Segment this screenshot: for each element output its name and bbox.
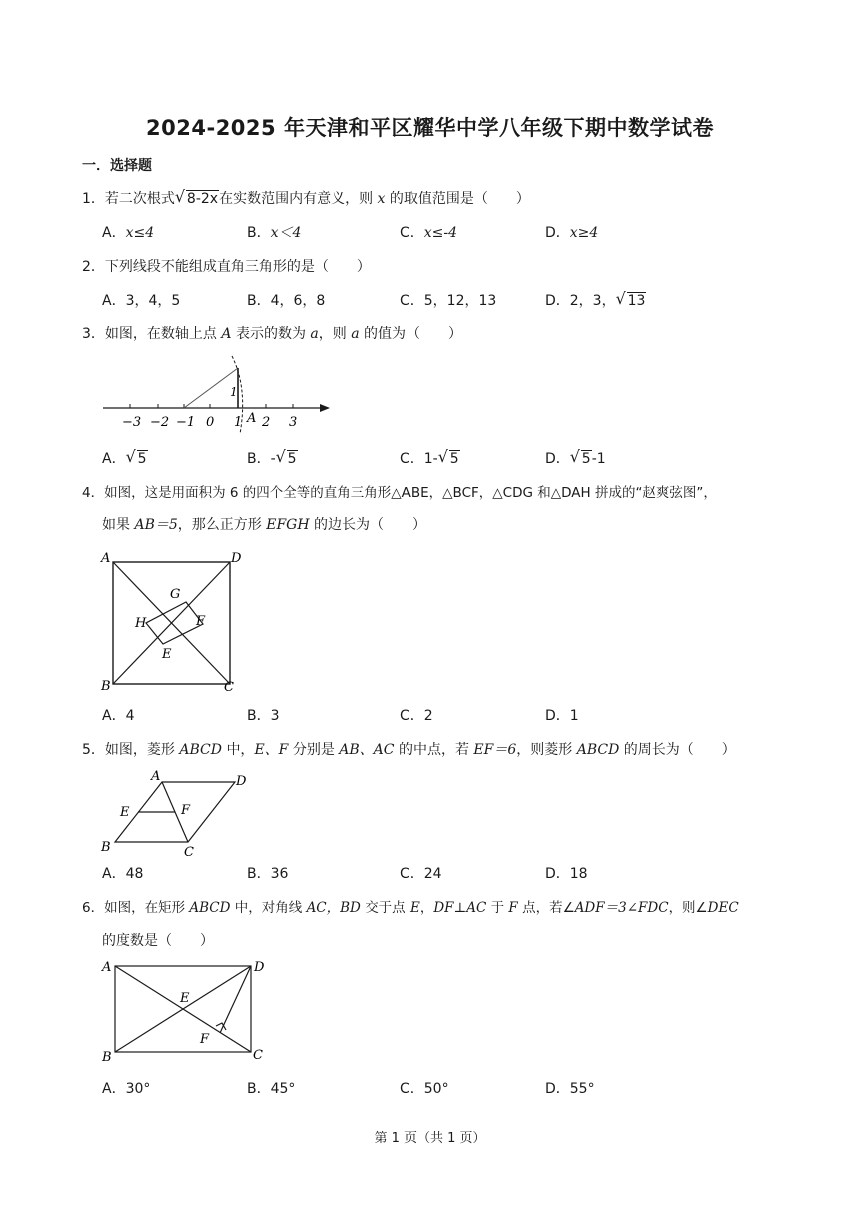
q1-option-d-label: D． [545,225,570,241]
q3-c-radicand: 5 [449,451,459,467]
q4-zhao-shuang-figure [98,548,248,696]
q2-option-b[interactable]: B．4，6，8 [247,293,326,309]
q3-option-b[interactable] [247,449,298,469]
tick-label: 1 [234,415,243,430]
q3-d-radicand: 5 [581,451,591,467]
tick-label: −3 [122,415,142,430]
q4-option-b[interactable]: B．3 [247,708,280,724]
q1-radical [175,189,219,209]
q6-option-d[interactable]: D．55° [545,1081,595,1097]
q1-option-d-value: x≥4 [569,225,599,241]
q1-suffix: 的取值范围是（ ） [389,191,530,207]
q3-a-radical [126,449,148,469]
q4-option-a[interactable]: A．4 [102,708,135,724]
label-a: A [151,769,161,784]
q6-point-f: F [508,900,518,916]
axis-arrow-icon [320,404,330,412]
q3-option-a-label: A． [102,451,126,467]
q3-d-suffix: -1 [591,451,606,467]
q6-text-c: 交于点 [365,900,406,916]
q2-d-radical [616,291,647,311]
q6-point-e: E [409,900,420,916]
q3-d-radical [570,449,592,469]
q2-option-c[interactable]: C．5，12，13 [400,293,497,309]
q2-d-radicand: 13 [627,293,646,309]
q3-option-b-label: B．- [247,451,276,467]
page-footer: 第 1 页（共 1 页） [374,1131,486,1146]
q6-option-b[interactable]: B．45° [247,1081,296,1097]
q2-option-a[interactable]: A．3，4，5 [102,293,181,309]
q6-option-c[interactable]: C．50° [400,1081,449,1097]
label-e: E [180,991,190,1006]
q5-option-a[interactable]: A．48 [102,866,144,882]
q6-text-b: 中，对角线 [234,900,303,916]
question-6-line-1 [82,898,739,918]
q6-shape: ABCD [189,900,231,916]
label-e: E [120,805,130,820]
question-6-line-2: 的度数是（ ） [102,933,214,949]
q6-angle: DEC [707,900,739,916]
label-b: B [101,840,111,855]
label-d: D [236,774,247,789]
q1-option-b-label: B． [247,225,271,241]
label-e: E [162,647,172,662]
q1-option-b-value: x＜4 [270,225,302,241]
label-c: C [224,680,234,695]
q5-text-b: 中， [226,742,255,758]
label-d: D [231,551,242,566]
q6-option-a[interactable]: A．30° [102,1081,151,1097]
tick-label: −1 [176,415,196,430]
q3-suffix: 的值为（ ） [364,326,463,342]
question-5 [82,740,736,760]
label-b: B [101,679,111,694]
q1-radicand: 8-2x [186,191,219,207]
q5-equation: EF＝6 [473,742,517,758]
question-3 [82,324,462,344]
label-g: G [170,587,181,602]
q3-middle: 表示的数为 [235,326,306,342]
q6-text-h: ，则∠ [668,900,708,916]
q4-middle: ，那么正方形 [177,517,262,533]
q5-option-c[interactable]: C．24 [400,866,442,882]
q1-option-a[interactable] [102,223,154,243]
section-heading: 一．选择题 [82,158,152,174]
q4-option-d[interactable]: D．1 [545,708,579,724]
tick-label: 3 [289,415,298,430]
question-4-line-1: 4．如图，这是用面积为 6 的四个全等的直角三角形△ABE，△BCF，△CDG 和△DAH 拼成的“赵爽弦图”， [82,485,717,501]
q1-option-d[interactable] [545,223,598,243]
q6-text-a: 6．如图，在矩形 [82,900,186,916]
q3-option-c[interactable] [400,449,460,469]
q6-rectangle-figure [98,956,278,1068]
q2-option-d[interactable] [545,291,646,311]
label-b: B [102,1050,112,1065]
tick-label: −2 [150,415,170,430]
q1-option-c-value: x≤-4 [423,225,458,241]
question-1 [82,189,530,209]
q3-number-line-figure [100,352,340,436]
q3-c-radical [438,449,460,469]
q3-b-radicand: 5 [287,451,297,467]
q3-middle2: ，则 [318,326,347,342]
label-f: F [181,803,191,818]
q3-b-radical [276,449,298,469]
q5-text-f: 的周长为（ ） [623,742,736,758]
q6-equation: ADF＝3∠FDC [574,900,669,916]
q3-option-d[interactable] [545,449,606,469]
q5-shape: ABCD [179,742,222,758]
label-a: A [102,960,112,975]
q5-text-d: 的中点，若 [398,742,469,758]
label-f: F [200,1032,210,1047]
label-f: F [196,614,206,629]
label-h: H [135,616,147,631]
q3-option-a[interactable] [102,449,148,469]
q4-square-name: EFGH [266,517,310,533]
q1-option-c[interactable] [400,223,457,243]
label-c: C [253,1048,263,1063]
page-title: 2024-2025 年天津和平区耀华中学八年级下期中数学试卷 [146,116,714,140]
q3-option-c-label: C．1- [400,451,438,467]
q3-a-radicand: 5 [137,451,147,467]
q4-prefix: 如果 [102,517,130,533]
label-a: A [101,551,111,566]
q6-text-d: ， [419,900,434,916]
tick-label: 2 [262,415,271,430]
point-a-label: A [247,411,257,426]
q1-option-b[interactable] [247,223,301,243]
question-4-line-2 [102,515,426,535]
q5-option-d[interactable]: D．18 [545,866,588,882]
q3-option-d-label: D． [545,451,570,467]
q3-var2: a [351,326,360,342]
label-c: C [184,845,194,860]
q5-text-a: 5．如图，菱形 [82,742,175,758]
q6-diagonals: AC，BD [306,900,361,916]
q5-shape-2: ABCD [576,742,620,758]
q5-segments: AB、AC [339,742,395,758]
q5-text-c: 分别是 [292,742,335,758]
q3-var: a [310,326,319,342]
q1-option-c-label: C． [400,225,424,241]
q3-prefix: 3．如图，在数轴上点 [82,326,217,342]
q5-rhombus-figure [98,766,258,862]
height-label: 1 [230,385,238,399]
q2-option-d-label: D．2，3， [545,293,616,309]
q5-text-e: ，则菱形 [516,742,573,758]
tick-label: 0 [206,415,215,430]
q1-middle: 在实数范围内有意义，则 [219,191,374,207]
q4-equation: AB＝5 [134,517,178,533]
q6-text-g: 点，若∠ [522,900,575,916]
q5-points: E、F [254,742,289,758]
q3-point: A [221,326,232,342]
q1-option-a-label: A． [102,225,126,241]
label-d: D [254,960,265,975]
q6-perpendicular: DF⊥AC [433,900,487,916]
q5-option-b[interactable]: B．36 [247,866,289,882]
q1-option-a-value: x≤4 [125,225,155,241]
q1-prefix: 1．若二次根式 [82,191,175,207]
q1-var: x [377,191,386,207]
q6-text-f: 于 [490,900,505,916]
q4-option-c[interactable]: C．2 [400,708,433,724]
question-2: 2．下列线段不能组成直角三角形的是（ ） [82,259,371,275]
q4-suffix: 的边长为（ ） [314,517,426,533]
